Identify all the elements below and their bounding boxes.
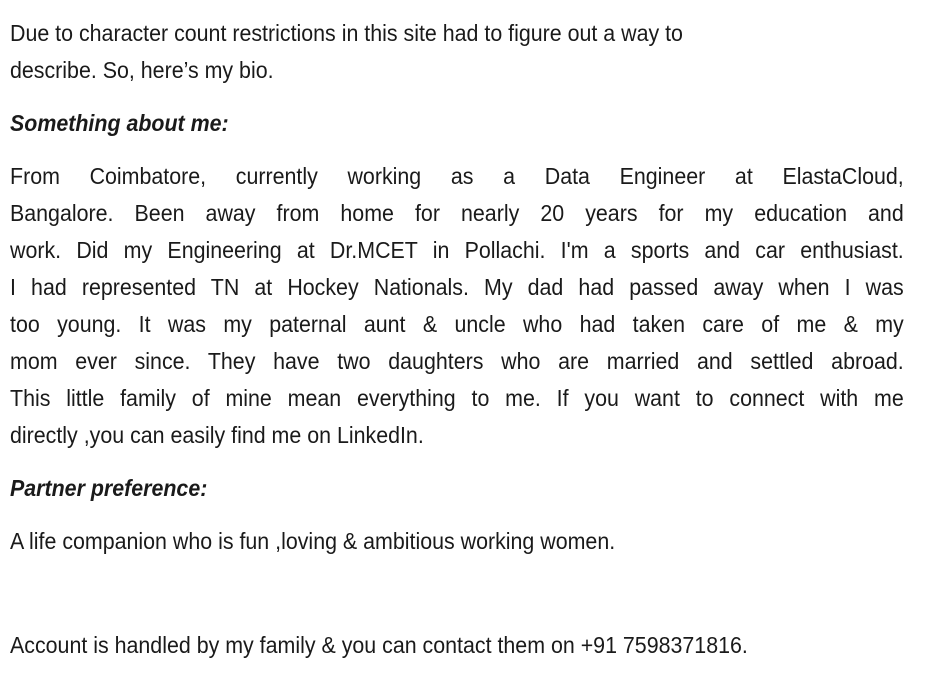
partner-paragraph (10, 523, 904, 560)
intro-paragraph (10, 15, 904, 89)
contact-paragraph (10, 627, 904, 664)
about-paragraph (10, 158, 904, 454)
about-line-3: work. Did my Engineering at Dr.MCET in Pollachi. I'm a sports and car enthusiast. (10, 237, 904, 263)
about-line-5: too young. It was my paternal aunt & uncle who had taken care of me & my (10, 311, 904, 337)
about-line-8: directly ,you can easily find me on LinkedIn. (10, 422, 424, 448)
about-line-4: I had represented TN at Hockey Nationals. My dad had passed away when I was (10, 274, 904, 300)
about-line-2: Bangalore. Been away from home for nearly 20 years for my education and (10, 200, 904, 226)
about-me-heading: Something about me: (10, 110, 229, 136)
bio-document (10, 15, 913, 664)
about-line-1: From Coimbatore, currently working as a Data Engineer at ElastaCloud, (10, 163, 904, 189)
intro-line-2: describe. So, here’s my bio. (10, 57, 274, 83)
partner-preference-heading: Partner preference: (10, 475, 208, 501)
about-line-7: This little family of mine mean everything to me. If you want to connect with me (10, 385, 904, 411)
about-line-6: mom ever since. They have two daughters who are married and settled abroad. (10, 348, 904, 374)
partner-text-line: A life companion who is fun ,loving & ambitious working women. (10, 528, 616, 554)
contact-text-line: Account is handled by my family & you can contact them on +91 7598371816. (10, 632, 748, 658)
intro-line-1: Due to character count restrictions in this site had to figure out a way to (10, 20, 683, 46)
